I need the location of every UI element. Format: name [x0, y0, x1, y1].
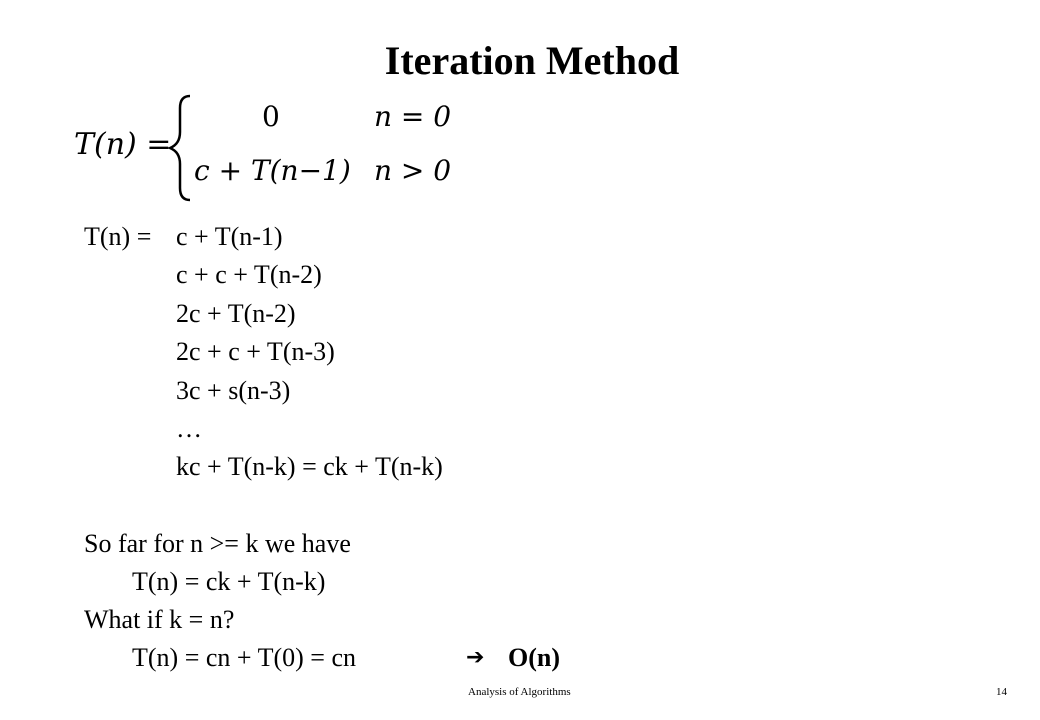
derivation-step: c + c + T(n-2): [176, 260, 322, 289]
complexity-result: O(n): [508, 643, 560, 672]
page-number: 14: [996, 686, 1007, 698]
case2-value: c + T(n−1): [194, 154, 351, 187]
recurrence-formula: [72, 92, 472, 202]
conclusion-line: T(n) = ck + T(n-k): [132, 567, 326, 596]
conclusion-line: So far for n >= k we have: [84, 529, 351, 558]
case2-condition: n > 0: [374, 154, 452, 187]
arrow-right-icon: ➔: [466, 645, 485, 670]
derivation-step: 3c + s(n-3): [176, 376, 291, 405]
case1-value: 0: [262, 100, 280, 133]
slide-title: Iteration Method: [384, 38, 680, 83]
conclusion-line: What if k = n?: [84, 605, 235, 634]
derivation-step: 2c + c + T(n-3): [176, 337, 335, 366]
derivation-lhs: T(n) =: [84, 222, 152, 251]
derivation-step: c + T(n-1): [176, 222, 283, 251]
brace-icon: [170, 96, 190, 200]
recurrence-lhs: T(n) =: [74, 127, 172, 162]
derivation-step: kc + T(n-k) = ck + T(n-k): [176, 452, 443, 481]
case1-condition: n = 0: [374, 100, 452, 133]
footer-text: Analysis of Algorithms: [468, 686, 571, 698]
conclusion-line: T(n) = cn + T(0) = cn: [132, 643, 356, 672]
derivation-step: …: [176, 414, 202, 443]
derivation-step: 2c + T(n-2): [176, 299, 296, 328]
